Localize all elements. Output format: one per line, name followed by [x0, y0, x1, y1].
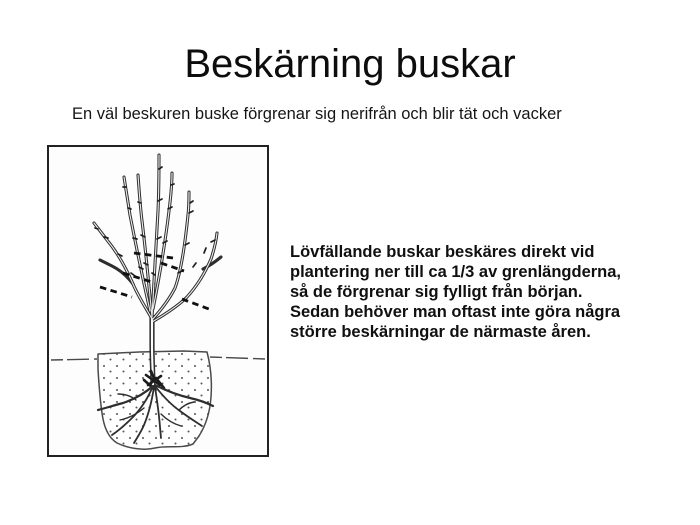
slide-subtitle: En väl beskuren buske förgrenar sig nerifrån och blir tät och vacker: [72, 105, 562, 123]
body-line: så de förgrenar sig fylligt från början.: [290, 283, 583, 301]
body-line: större beskärningar de närmaste åren.: [290, 323, 591, 341]
body-line: Sedan behöver man oftast inte göra några: [290, 303, 621, 321]
body-line: Lövfällande buskar beskäres direkt vid: [290, 243, 595, 261]
page-title: Beskärning buskar: [184, 42, 516, 86]
body-line: plantering ner till ca 1/3 av grenlängderna,: [290, 263, 622, 281]
body-text: [290, 242, 685, 342]
shrub-pruning-figure: [47, 145, 269, 457]
shrub-pruning-illustration: [49, 147, 267, 455]
